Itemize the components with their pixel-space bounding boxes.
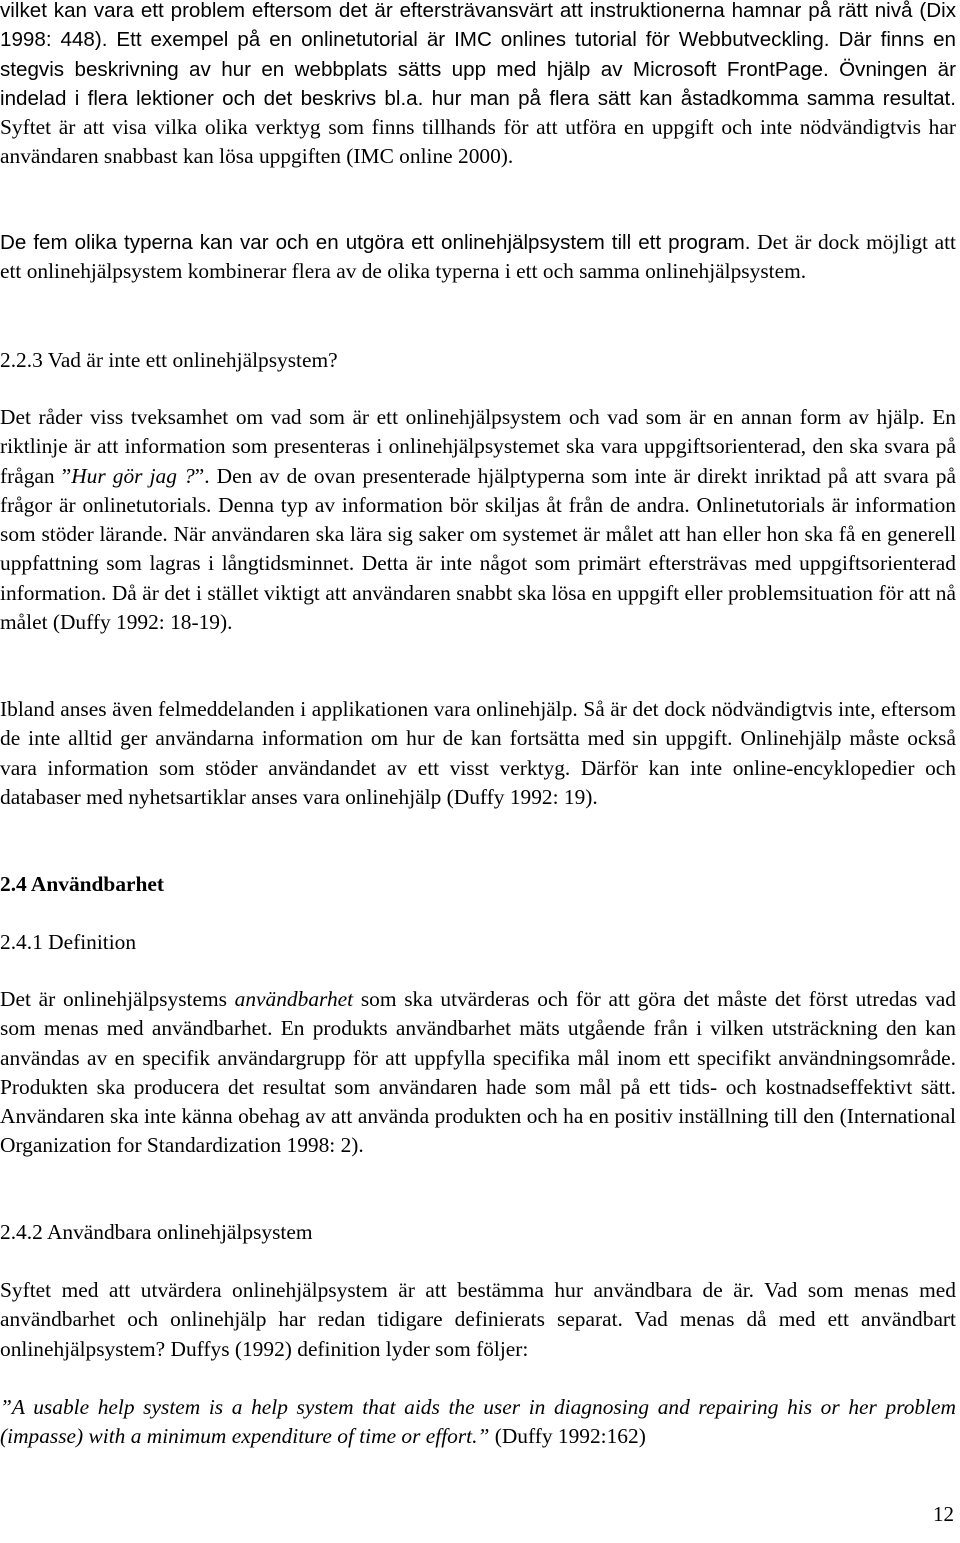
quote-open-mark: ”: [0, 1395, 12, 1419]
heading-2-2-3: 2.2.3 Vad är inte ett onlinehjälpsystem?: [0, 348, 338, 372]
heading-2-4-1: 2.4.1 Definition: [0, 930, 137, 954]
heading-2-4: 2.4 Användbarhet: [0, 872, 165, 896]
paragraph-tutorial-text-a: vilket kan vara ett problem eftersom det är eftersträvansvärt att instruktionerna hamnar på rätt nivå (Dix 1998: 448). Ett exempel på en onlinetutorial är IMC onlines tutorial för Webbutveckling. Där finns en stegvis beskrivning av hur en webbplats sätts upp med hjälp av Microsoft FrontPage. Övningen är indelad i flera lektioner och det beskrivs bl.a. hur man på flera sätt kan åstadkomma samma resultat.: [0, 0, 956, 110]
paragraph-five-types-text-b: Det är dock möjligt att ett onlinehjälpsystem kombinerar flera av de olika typerna i ett och samma onlinehjälpsystem.: [0, 230, 956, 284]
paragraph-what-is-not-help-text-a: Det råder viss tveksamhet om vad som är ett onlinehjälpsystem och vad som är en annan form av hjälp. En riktlinje är att information som presenteras i onlinehjälpsystemet ska vara uppgiftsorienterad, den ska svara på frågan: [0, 405, 956, 488]
paragraph-usability-text-b: som ska utvärderas och för att göra det måste det först utredas vad som menas med användbarhet. En produkts användbarhet mäts utgående från i vilken utsträckning den kan användas av en specifik användargrupp för att uppfylla specifika mål inom ett specifikt användningsområde. Produkten ska producera det resultat som användaren hade som mål på ett tids- och kostnadseffektivt sätt. Användaren ska inte känna obehag av att använda produkten och ha en positiv inställning till den (International Organization for Standardization 1998: 2).: [0, 987, 956, 1158]
paragraph-five-types-text-a: De fem olika typerna kan var och en utgöra ett onlinehjälpsystem till ett program.: [0, 231, 751, 254]
quote-text: A usable help system is a help system that aids the user in diagnosing and repairing his or her problem (impasse) with a minimum expenditure of time or effort.: [0, 1395, 956, 1449]
term-anvandbarhet: användbarhet: [234, 987, 354, 1011]
heading-2-4-2: 2.4.2 Användbara onlinehjälpsystem: [0, 1220, 313, 1244]
paragraph-usable-help-systems: Syftet med att utvärdera onlinehjälpsystem är att bestämma hur användbara de är. Vad som menas med användbarhet och onlinehjälp har redan tidigare definierats separat. Vad menas då med ett användbart onlinehjälpsystem? Duffys (1992) definition lyder som följer:: [0, 1278, 956, 1361]
paragraph-tutorial-text-b: Syftet är att visa vilka olika verktyg som finns tillhands för att utföra en uppgift och inte nödvändigtvis har användaren snabbast kan lösa uppgiften (IMC online 2000).: [0, 115, 956, 169]
quote-close-mark: ”: [477, 1424, 490, 1449]
paragraph-usability-definition: [0, 985, 956, 1161]
paragraph-what-is-not-help: [0, 403, 956, 637]
paragraph-five-types: [0, 228, 956, 287]
paragraph-tutorial-example: [0, 0, 956, 172]
quote-open-mark: ”: [61, 463, 72, 488]
paragraph-what-is-not-help-text-b: . Den av de ovan presenterade hjälptyperna som inte är direkt inriktad på att svara på frågor är onlinetutorials. Denna typ av information bör skiljas åt från de andra. Onlinetutorials är information som stöder lärande. När användaren ska lära sig saker om systemet är målet att han eller hon ska få en generell uppfattning som lagras i långtidsminnet. Detta är inte något som primärt eftersträvas med uppgiftsorienterad information. Då är det i stället viktigt att användaren snabbt ska lösa en uppgift eller problemsituation för att nå målet (Duffy 1992: 18-19).: [0, 463, 956, 635]
paragraph-error-messages: Ibland anses även felmeddelanden i applikationen vara onlinehjälp. Så är det dock nödvändigtvis inte, eftersom de inte alltid ger användarna information om hur de kan fortsätta med sin uppgift. Onlinehjälp måste också vara information som stöder användandet av ett visst verktyg. Därför kan inte online-encyklopedier och databaser med nyhetsartiklar anses vara onlinehjälp (Duffy 1992: 19).: [0, 697, 956, 809]
page-number: 12: [933, 1502, 954, 1526]
paragraph-usability-text-a: Det är onlinehjälpsystems: [0, 987, 235, 1011]
block-quote-duffy: [0, 1393, 956, 1452]
quote-close-mark: ”: [194, 463, 205, 488]
phrase-hur-gor-jag: Hur gör jag ?: [71, 463, 195, 488]
quote-citation: (Duffy 1992:162): [489, 1424, 646, 1449]
